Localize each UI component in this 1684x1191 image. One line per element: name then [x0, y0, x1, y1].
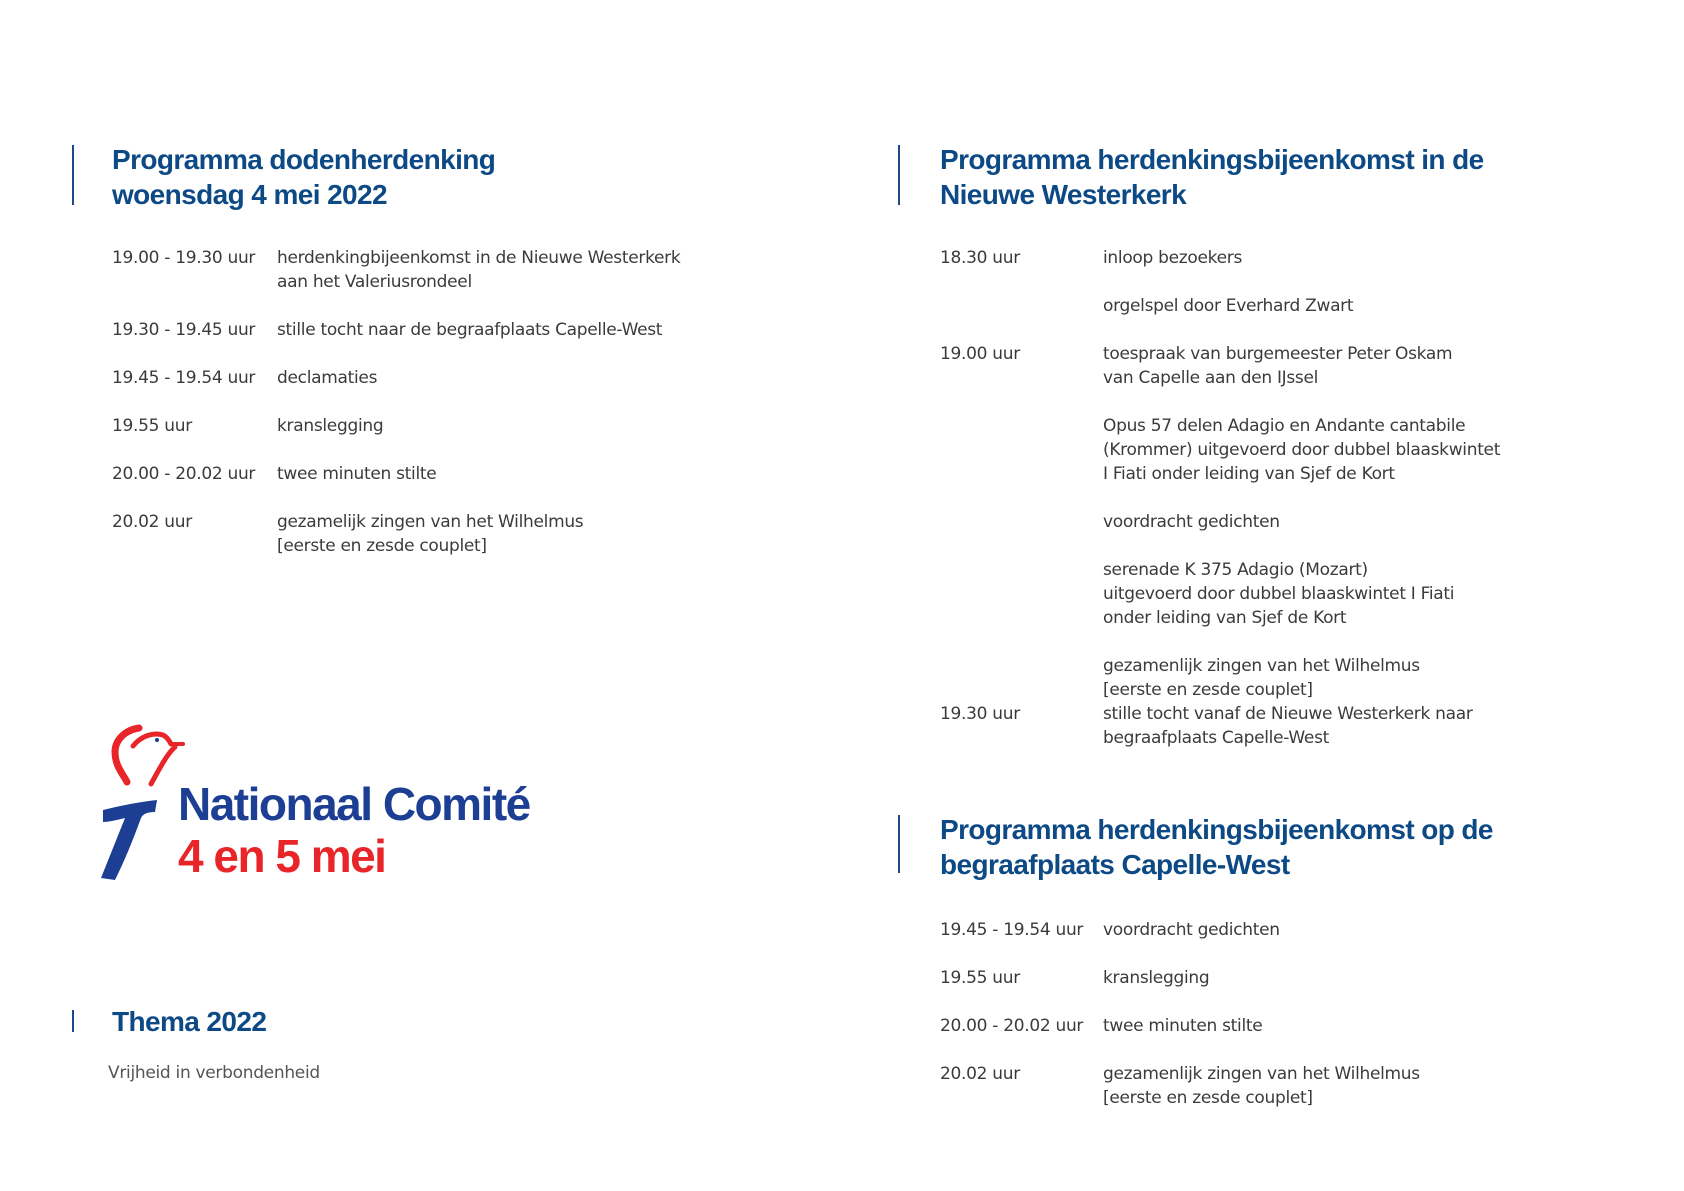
description-line: [eerste en zesde couplet]	[1103, 1088, 1313, 1108]
schedule-time: 19.55 uur	[112, 416, 192, 436]
description-line: Opus 57 delen Adagio en Andante cantabile	[1103, 416, 1466, 436]
description-line: voordracht gedichten	[1103, 512, 1280, 532]
logo-subtitle: 4 en 5 mei	[178, 830, 386, 882]
description-line: [eerste en zesde couplet]	[277, 536, 487, 556]
nationaal-comite-logo	[95, 722, 575, 882]
schedule-description	[277, 366, 377, 390]
description-line: inloop bezoekers	[1103, 248, 1242, 268]
schedule-description	[1103, 1014, 1262, 1038]
description-line: gezamenlijk zingen van het Wilhelmus	[1103, 1064, 1420, 1084]
schedule-description	[1103, 294, 1353, 318]
heading-accent-bar	[898, 815, 900, 873]
memorial-program-title	[112, 142, 495, 212]
schedule-description	[277, 510, 583, 558]
schedule-description	[1103, 414, 1500, 486]
schedule-time: 19.30 - 19.45 uur	[112, 320, 256, 340]
schedule-time: 20.02 uur	[940, 1064, 1020, 1084]
description-line: stille tocht naar de begraafplaats Capelle-West	[277, 320, 663, 340]
description-line: (Krommer) uitgevoerd door dubbel blaaskwintet	[1103, 440, 1501, 460]
schedule-description	[1103, 246, 1242, 270]
description-line: stille tocht vanaf de Nieuwe Westerkerk naar	[1103, 704, 1473, 724]
title-line: Nieuwe Westerkerk	[940, 179, 1187, 210]
description-line: aan het Valeriusrondeel	[277, 272, 472, 292]
schedule-description	[1103, 1062, 1420, 1110]
description-line: twee minuten stilte	[277, 464, 437, 484]
description-line: declamaties	[277, 368, 378, 388]
schedule-time: 19.55 uur	[940, 968, 1020, 988]
theme-title: Thema 2022	[112, 1006, 267, 1037]
church-program-title	[940, 142, 1484, 212]
schedule-time: 19.45 - 19.54 uur	[940, 920, 1084, 940]
theme-subtitle: Vrijheid in verbondenheid	[108, 1063, 320, 1083]
schedule-description	[1103, 558, 1454, 630]
description-line: toespraak van burgemeester Peter Oskam	[1103, 344, 1453, 364]
title-line: begraafplaats Capelle-West	[940, 849, 1290, 880]
description-line: gezamelijk zingen van het Wilhelmus	[277, 512, 584, 532]
description-line: kranslegging	[1103, 968, 1210, 988]
description-line: onder leiding van Sjef de Kort	[1103, 608, 1347, 628]
schedule-time: 19.45 - 19.54 uur	[112, 368, 256, 388]
title-line: woensdag 4 mei 2022	[112, 179, 387, 210]
heading-accent-bar	[72, 1010, 74, 1032]
description-line: gezamenlijk zingen van het Wilhelmus	[1103, 656, 1420, 676]
schedule-description	[1103, 702, 1473, 750]
description-line: begraafplaats Capelle-West	[1103, 728, 1330, 748]
description-line: uitgevoerd door dubbel blaaskwintet I Fiati	[1103, 584, 1455, 604]
schedule-description	[1103, 966, 1209, 990]
description-line: kranslegging	[277, 416, 384, 436]
cemetery-program-title	[940, 812, 1493, 882]
schedule-description	[277, 414, 383, 438]
description-line: serenade K 375 Adagio (Mozart)	[1103, 560, 1368, 580]
description-line: van Capelle aan den IJssel	[1103, 368, 1319, 388]
schedule-time: 20.00 - 20.02 uur	[112, 464, 256, 484]
schedule-description	[1103, 918, 1280, 942]
schedule-time: 19.30 uur	[940, 704, 1020, 724]
title-line: Programma herdenkingsbijeenkomst op de	[940, 814, 1493, 845]
description-line: orgelspel door Everhard Zwart	[1103, 296, 1354, 316]
title-line: Programma herdenkingsbijeenkomst in de	[940, 144, 1484, 175]
schedule-description	[277, 318, 662, 342]
schedule-time: 20.02 uur	[112, 512, 192, 532]
schedule-time: 19.00 - 19.30 uur	[112, 248, 256, 268]
schedule-description	[277, 246, 680, 294]
schedule-description	[1103, 342, 1452, 390]
description-line: twee minuten stilte	[1103, 1016, 1263, 1036]
heading-accent-bar	[72, 145, 74, 205]
description-line: [eerste en zesde couplet]	[1103, 680, 1313, 700]
schedule-time: 18.30 uur	[940, 248, 1020, 268]
description-line: I Fiati onder leiding van Sjef de Kort	[1103, 464, 1395, 484]
schedule-description	[277, 462, 436, 486]
description-line: voordracht gedichten	[1103, 920, 1280, 940]
schedule-time: 19.00 uur	[940, 344, 1020, 364]
logo-title: Nationaal Comité	[178, 778, 530, 830]
schedule-description	[1103, 510, 1280, 534]
schedule-description	[1103, 654, 1420, 702]
description-line: herdenkingbijeenkomst in de Nieuwe Westerkerk	[277, 248, 681, 268]
heading-accent-bar	[898, 145, 900, 205]
schedule-time: 20.00 - 20.02 uur	[940, 1016, 1084, 1036]
title-line: Programma dodenherdenking	[112, 144, 496, 175]
